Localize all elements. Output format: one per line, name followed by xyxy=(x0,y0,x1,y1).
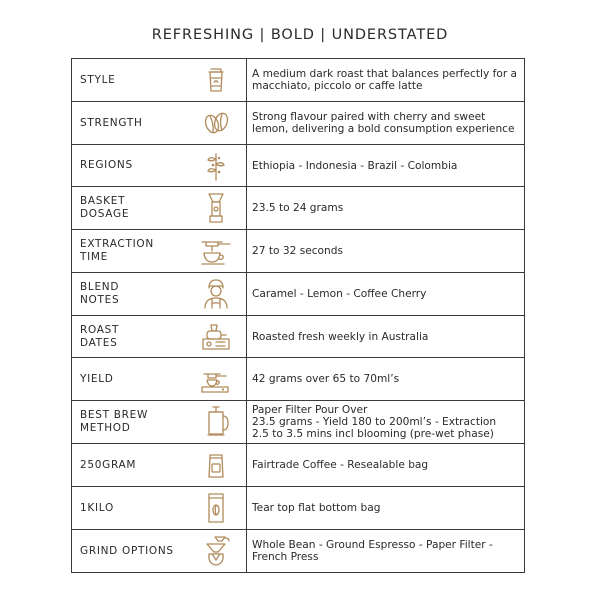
coffee-bean-icon xyxy=(201,108,231,138)
row-description: Fairtrade Coffee - Resealable bag xyxy=(247,444,525,487)
row-label: BEST BREW METHOD xyxy=(72,401,187,444)
row-label: STYLE xyxy=(72,59,187,102)
row-description: 42 grams over 65 to 70ml’s xyxy=(247,358,525,401)
table-row xyxy=(72,187,525,230)
row-description: A medium dark roast that balances perfectly for a macchiato, piccolo or caffe latte xyxy=(247,59,525,102)
row-description: Whole Bean - Ground Espresso - Paper Filter - French Press xyxy=(247,530,525,573)
row-label: REGIONS xyxy=(72,145,187,187)
row-description: Strong flavour paired with cherry and sweet lemon, delivering a bold consumption experience xyxy=(247,102,525,145)
table-row xyxy=(72,358,525,401)
row-description: Tear top flat bottom bag xyxy=(247,487,525,530)
table-row xyxy=(72,230,525,273)
page-title: REFRESHING | BOLD | UNDERSTATED xyxy=(151,27,449,43)
large-bag-icon xyxy=(201,491,231,525)
row-description: Roasted fresh weekly in Australia xyxy=(247,316,525,358)
row-description: Ethiopia - Indonesia - Brazil - Colombia xyxy=(247,145,525,187)
portafilter-cup-icon xyxy=(198,236,234,266)
table-row xyxy=(72,401,525,444)
table-row xyxy=(72,102,525,145)
row-label: GRIND OPTIONS xyxy=(72,530,187,573)
row-description: Caramel - Lemon - Coffee Cherry xyxy=(247,273,525,316)
coffee-spec-table xyxy=(71,58,525,573)
roaster-icon xyxy=(199,322,233,352)
row-description: Paper Filter Pour Over 23.5 grams - Yield 180 to 200ml’s - Extraction 2.5 to 3.5 mins incl blooming (pre-wet phase) xyxy=(247,401,525,444)
table-row xyxy=(72,316,525,358)
row-description: 23.5 to 24 grams xyxy=(247,187,525,230)
small-bag-icon xyxy=(201,450,231,480)
grinder-icon xyxy=(201,191,231,225)
row-label: 1KILO xyxy=(72,487,187,530)
french-press-icon xyxy=(201,405,231,439)
table-row xyxy=(72,530,525,573)
row-label: ROAST DATES xyxy=(72,316,187,358)
row-label: BASKET DOSAGE xyxy=(72,187,187,230)
row-description: 27 to 32 seconds xyxy=(247,230,525,273)
table-row xyxy=(72,444,525,487)
pour-over-icon xyxy=(199,534,233,568)
table-row xyxy=(72,487,525,530)
barista-icon xyxy=(200,277,232,311)
scale-cup-icon xyxy=(198,364,234,394)
row-label: STRENGTH xyxy=(72,102,187,145)
table-row xyxy=(72,273,525,316)
table-row xyxy=(72,59,525,102)
table-row xyxy=(72,145,525,187)
row-label: EXTRACTION TIME xyxy=(72,230,187,273)
coffee-plant-icon xyxy=(201,150,231,182)
row-label: YIELD xyxy=(72,358,187,401)
takeaway-cup-icon xyxy=(201,65,231,95)
row-label: BLEND NOTES xyxy=(72,273,187,316)
row-label: 250GRAM xyxy=(72,444,187,487)
